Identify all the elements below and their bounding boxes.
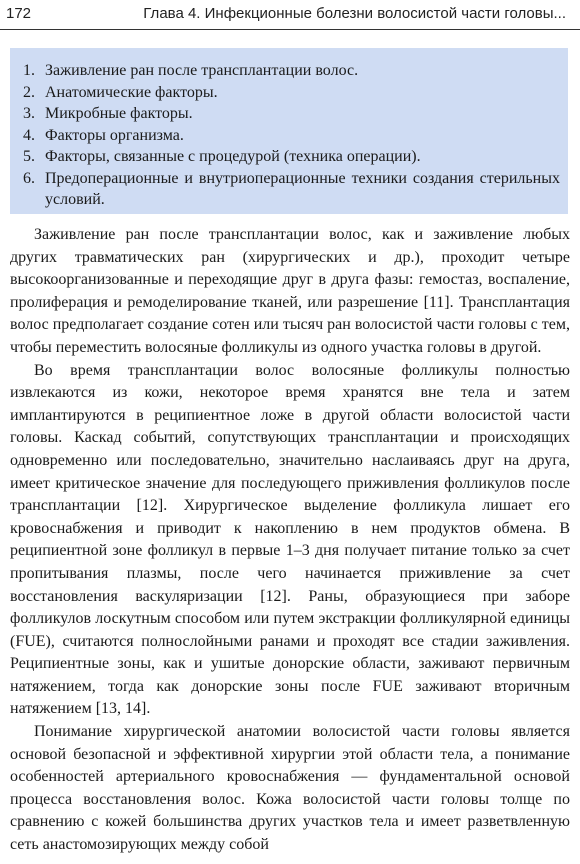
factors-list-box (10, 48, 568, 214)
list-item-number: 1. (23, 62, 35, 79)
list-item-number: 4. (23, 126, 35, 144)
page-number: 172 (6, 5, 32, 22)
list-item-text: Факторы, связанные с процедурой (техника операции). (45, 148, 421, 165)
page-header (0, 0, 580, 28)
list-item-number: 6. (23, 169, 35, 187)
list-item-text: Заживление ран после трансплантации волос. (45, 62, 359, 79)
list-item (23, 60, 560, 82)
list-item-text: Микробные факторы. (45, 105, 193, 122)
list-item-text: Факторы организма. (45, 126, 184, 144)
list-item-number: 5. (23, 148, 35, 165)
body-text (10, 224, 570, 857)
list-item (23, 146, 560, 168)
paragraph: Во время трансплантации волос волосяные фолликулы полностью извлекаются из кожи, некоторое время хранятся вне тела и затем имплантируются в реципиентное ложе в другой области волосистой части головы. Каскад событий, сопутствующих трансплантации и происходящих одновременно или последовательно, значительно наслаиваясь друг на друга, имеет критическое значение для последующего приживления фолликулов после трансплантации [12]. Хирургическое выделение фолликула лишает его кровоснабжения и приводит к накоплению в нем продуктов обмена. В реципиентной зоне фолликул в первые 1–3 дня получает питание только за счет пропитывания плазмы, после чего начинается приживление за счет восстановления васкуляризации [12]. Раны, образующиеся при заборе фолликулов лоскутным способом или путем экстракции фолликулярной единицы (FUE), считаются полнослойными ранами и проходят все стадии заживления. Реципиентные зоны, как и ушитые донорские области, заживают первичным натяжением, тогда как донорские зоны после FUE заживают вторичным натяжением [13, 14]. (10, 361, 570, 718)
running-head: Глава 4. Инфекционные болезни волосистой части головы... (143, 5, 566, 22)
list-item-text: Предоперационные и внутриоперационные техники создания стерильных условий. (45, 169, 560, 208)
list-item-number: 2. (23, 83, 35, 101)
list-item-text: Анатомические факторы. (45, 83, 218, 101)
header-rule (0, 29, 580, 30)
list-item (23, 125, 560, 147)
factors-list (23, 60, 560, 211)
list-item (23, 168, 560, 211)
paragraph: Понимание хирургической анатомии волосистой части головы является основой безопасной и эффективной хирургии этой области тела, а понимание особенностей артериального кровоснабжения — фундаментальной основой процесса восстановления волос. Кожа волосистой части головы толще по сравнению с кожей большинства других участков тела и имеет разветвленную сеть анастомозирующих между собой (10, 723, 570, 854)
list-item-number: 3. (23, 105, 35, 122)
list-item (23, 82, 560, 104)
list-item (23, 103, 560, 125)
paragraph: Заживление ран после трансплантации волос, как и заживление любых других травматических ран (хирургических и др.), проходит четыре высокоорганизованные и переходящие друг в друга фазы: гемостаз, воспаление, пролиферация и ремоделирование тканей, или разрешение [11]. Трансплантация волос предполагает создание сотен или тысяч ран волосистой части головы с тем, чтобы переместить волосяные фолликулы из одного участка головы в другой. (10, 226, 570, 356)
